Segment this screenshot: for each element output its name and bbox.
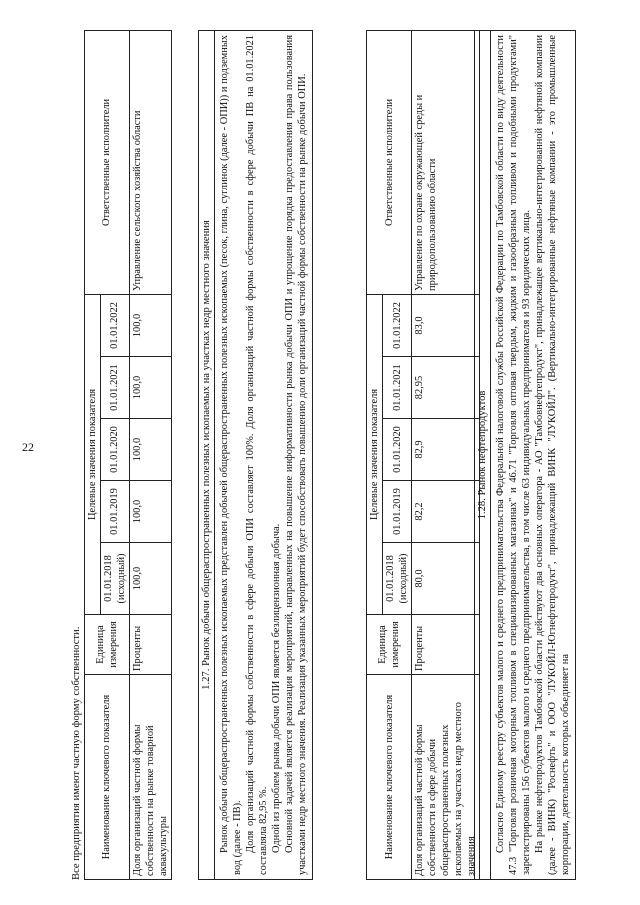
col-indicator: Наименование ключевого показателя bbox=[84, 675, 129, 880]
col-2018: 01.01.2018 (исходный) bbox=[100, 543, 129, 615]
section-1-27-paragraph: Основной задачей является реализация мероприятий, направленных на повышение информативности рынка добычи ОПИ и упрощение порядка предоставления права пользования участками недр местного значения. Реализация указанных мероприятий будет способствовать повышению доли организаций частной формы собственности на рынке добычи ОПИ. bbox=[284, 35, 309, 875]
cell-responsible: Управление сельского хозяйства области bbox=[129, 31, 171, 295]
cell-indicator: Доля организаций частной формы собственности на рынке товарной аквакультуры bbox=[129, 675, 171, 880]
section-1-27 bbox=[198, 30, 313, 880]
section-1-28-paragraph: Согласно Единому реестру субъектов малого и среднего предпринимательства Федеральной налоговой службы Российской Федерации по Тамбовской области по виду деятельности 47.3 "Торговля розничная моторным топливом в специализированных магазинах" и 46.71 "Торговля оптовая твердым, жидким и газообразным топливом и подобными продуктами" зарегистрированы 156 субъектов малого и среднего предпринимательства, в том числе 63 индивидуальных предпринимателя и 93 юридических лица. bbox=[495, 35, 533, 875]
cell-2021: 82,95 bbox=[412, 357, 480, 419]
table-row bbox=[412, 31, 480, 880]
cell-2019: 82,2 bbox=[412, 481, 480, 543]
section-1-27-frame bbox=[198, 30, 313, 880]
section-1-28 bbox=[474, 30, 576, 880]
section-1-28-frame bbox=[474, 30, 576, 880]
cell-responsible: Управление по охране окружающей среды и природопользованию области bbox=[412, 31, 480, 295]
page-number: 22 bbox=[22, 440, 34, 454]
col-2018: 01.01.2018 (исходный) bbox=[383, 543, 412, 615]
col-2019: 01.01.2019 bbox=[383, 481, 412, 543]
cell-2021: 100,0 bbox=[129, 357, 171, 419]
intro-line: Все предприятия имеют частную форму собственности. bbox=[71, 626, 82, 880]
cell-2019: 100,0 bbox=[129, 481, 171, 543]
col-unit: Единица измерения bbox=[367, 615, 412, 675]
table-row bbox=[129, 31, 171, 880]
section-1-28-paragraph: На рынке нефтепродуктов Тамбовской области действуют два основных оператора - АО "Тамбовнефтепродукт", принадлежащее вертикально-интегрированной нефтяной компании (далее - ВИНК) "Роснефть" и ООО "ЛУКОЙЛ-Югнефтепродукт", принадлежащий ВИНК "ЛУКОЙЛ". (Вертикально-интегрированные нефтяные компании - это промышленные корпорации, деятельность которых объединяет на bbox=[534, 35, 572, 875]
cell-2020: 100,0 bbox=[129, 419, 171, 481]
col-responsible: Ответственные исполнители bbox=[84, 31, 129, 295]
cell-2022: 83,0 bbox=[412, 294, 480, 356]
col-2020: 01.01.2020 bbox=[383, 419, 412, 481]
col-2020: 01.01.2020 bbox=[100, 419, 129, 481]
col-target: Целевые значения показателя bbox=[367, 294, 383, 614]
indicator-table-aquaculture bbox=[84, 30, 172, 880]
col-unit: Единица измерения bbox=[84, 615, 129, 675]
table2-block bbox=[366, 30, 480, 880]
cell-2018: 100,0 bbox=[129, 543, 171, 615]
section-1-27-title: 1.27. Рынок добычи общераспространенных полезных ископаемых на участках недр местного значения bbox=[199, 31, 215, 880]
col-indicator: Наименование ключевого показателя bbox=[367, 675, 412, 880]
section-1-28-title: 1.28. Рынок нефтепродуктов bbox=[475, 31, 491, 880]
section-1-27-paragraph: Доля организаций частной формы собственности в сфере добычи ОПИ составляет 100%. Доля организаций частной формы собственности в сфере добычи ПВ на 01.01.2021 составляла 82,95 %. bbox=[245, 35, 270, 875]
col-2022: 01.01.2022 bbox=[100, 294, 129, 356]
cell-2022: 100,0 bbox=[129, 294, 171, 356]
col-responsible: Ответственные исполнители bbox=[367, 31, 412, 295]
col-2022: 01.01.2022 bbox=[383, 294, 412, 356]
col-2021: 01.01.2021 bbox=[100, 357, 129, 419]
col-2021: 01.01.2021 bbox=[383, 357, 412, 419]
col-target: Целевые значения показателя bbox=[84, 294, 100, 614]
section-1-27-paragraph: Рынок добычи общераспространенных полезных ископаемых представлен добычей общераспространенных полезных ископаемых (песок, глина, суглинок (далее - ОПИ)) и подземных вод (далее - ПВ). bbox=[219, 35, 244, 875]
cell-2018: 80,0 bbox=[412, 543, 480, 615]
table1-block bbox=[70, 30, 172, 880]
cell-unit: Проценты bbox=[129, 615, 171, 675]
section-1-27-paragraph: Одной из проблем рынка добычи ОПИ является безлицензионная добыча. bbox=[271, 523, 283, 853]
indicator-table-mining bbox=[366, 30, 480, 880]
cell-indicator: Доля организаций частной формы собственности в сфере добычи общераспространенных полезных ископаемых на участках недр местного значения bbox=[412, 675, 480, 880]
cell-unit: Проценты bbox=[412, 615, 480, 675]
rotated-page-content bbox=[70, 30, 590, 880]
cell-2020: 82,9 bbox=[412, 419, 480, 481]
col-2019: 01.01.2019 bbox=[100, 481, 129, 543]
